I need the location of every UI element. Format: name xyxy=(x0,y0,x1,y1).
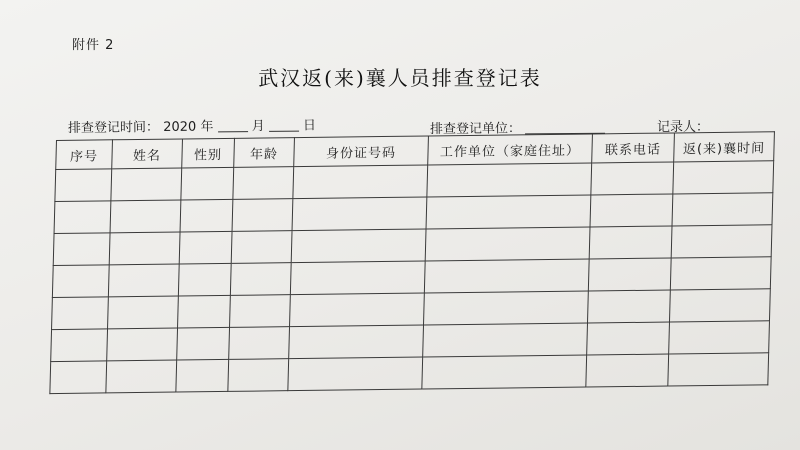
table-cell xyxy=(587,290,670,323)
col-header-age: 年龄 xyxy=(234,138,295,168)
table-cell xyxy=(179,231,232,264)
table-cell xyxy=(290,261,425,295)
date-label: 排查登记时间： xyxy=(67,120,160,136)
col-header-phone: 联系电话 xyxy=(592,133,675,163)
table-cell xyxy=(109,232,180,265)
table-cell xyxy=(53,233,110,266)
table-cell xyxy=(423,323,588,357)
table-cell xyxy=(108,264,179,297)
table-cell xyxy=(233,167,294,200)
table-cell xyxy=(177,327,230,360)
table-cell xyxy=(111,168,182,201)
table-cell xyxy=(106,360,177,393)
table-cell xyxy=(181,167,234,200)
table-cell xyxy=(54,201,111,234)
month-blank xyxy=(217,119,247,132)
table-cell xyxy=(290,293,425,327)
year-value: 2020 xyxy=(163,119,197,136)
table-cell xyxy=(180,199,233,232)
table-cell xyxy=(108,296,179,329)
table-cell xyxy=(55,169,112,202)
table-cell xyxy=(110,200,181,233)
table-cell xyxy=(426,195,591,229)
table-cell xyxy=(673,161,774,194)
table-cell xyxy=(51,329,108,362)
table-cell xyxy=(586,354,669,387)
table-cell xyxy=(672,193,773,226)
day-blank xyxy=(269,119,299,132)
table-cell xyxy=(291,229,426,263)
table-cell xyxy=(668,353,769,386)
table-cell xyxy=(288,357,423,391)
table-cell xyxy=(178,295,231,328)
table-cell xyxy=(425,227,590,261)
table-cell xyxy=(229,327,290,360)
table-cell xyxy=(52,265,109,298)
table-cell xyxy=(107,328,178,361)
table-cell xyxy=(590,194,673,227)
unit-blank xyxy=(525,121,605,135)
table-cell xyxy=(52,297,109,330)
col-header-id-number: 身份证号码 xyxy=(294,136,429,167)
year-unit: 年 xyxy=(200,119,214,135)
table-body xyxy=(50,161,774,394)
col-header-index: 序号 xyxy=(56,140,113,170)
table-cell xyxy=(289,325,424,359)
table-cell xyxy=(231,231,292,264)
table-cell xyxy=(292,197,427,231)
table-cell xyxy=(591,162,674,195)
table-cell xyxy=(589,226,672,259)
document-title: 武汉返(来)襄人员排查登记表 xyxy=(258,66,542,90)
registration-table xyxy=(49,131,775,394)
month-unit: 月 xyxy=(251,118,265,135)
table-cell xyxy=(669,321,770,354)
col-header-workplace: 工作单位（家庭住址） xyxy=(428,134,593,165)
col-header-gender: 性别 xyxy=(182,138,235,168)
table-cell xyxy=(50,361,107,394)
table-cell xyxy=(587,322,670,355)
attachment-label: 附件 2 xyxy=(72,38,115,53)
table-cell xyxy=(427,163,592,197)
recorder-label: 记录人： xyxy=(657,120,710,135)
col-header-name: 姓名 xyxy=(112,139,183,169)
table-cell xyxy=(671,225,772,258)
table-cell xyxy=(424,259,589,293)
table-cell xyxy=(293,165,428,199)
table-cell xyxy=(422,355,587,389)
table-cell xyxy=(424,291,589,325)
table-cell xyxy=(230,295,291,328)
table-cell xyxy=(232,199,293,232)
day-unit: 日 xyxy=(302,118,317,134)
unit-label: 排查登记单位： xyxy=(429,121,522,137)
table-cell xyxy=(228,359,289,392)
col-header-return-time: 返(来)襄时间 xyxy=(674,132,775,162)
table-cell xyxy=(669,289,770,322)
registration-table-wrap xyxy=(49,131,775,394)
table-cell xyxy=(176,359,229,392)
date-line xyxy=(68,114,316,136)
table-cell xyxy=(178,263,231,296)
table-cell xyxy=(670,257,771,290)
table-cell xyxy=(230,263,291,296)
table-cell xyxy=(588,258,671,291)
